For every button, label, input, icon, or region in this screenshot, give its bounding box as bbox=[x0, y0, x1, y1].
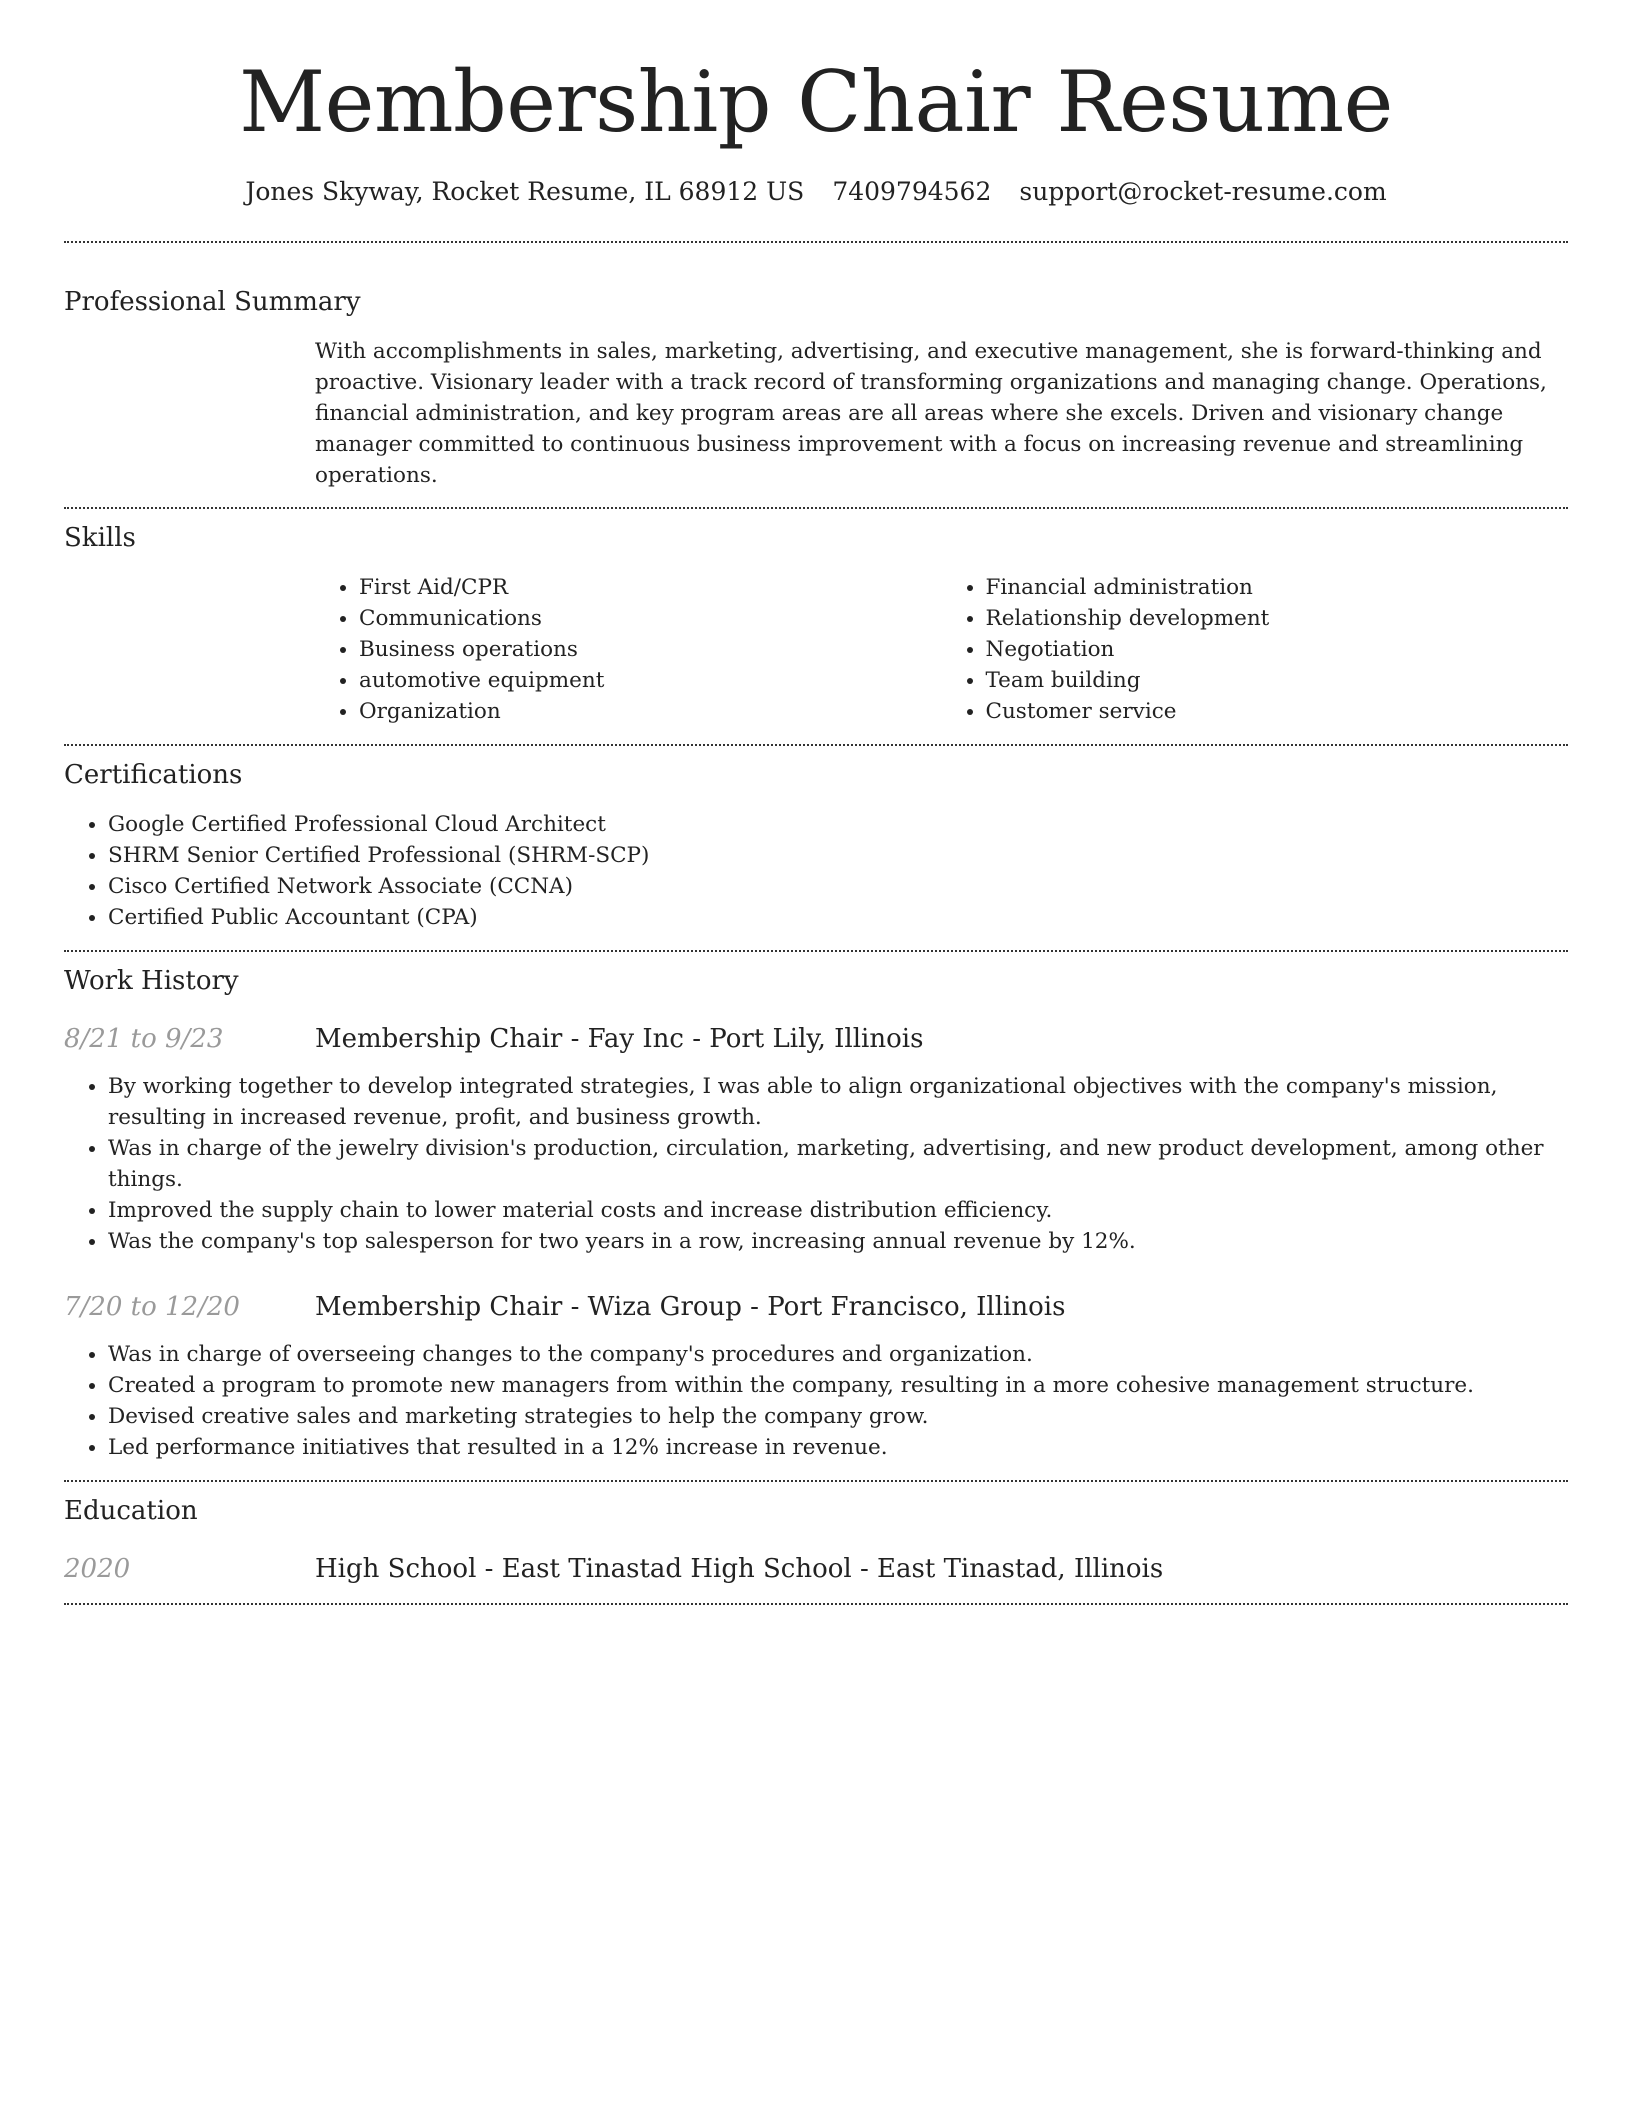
job-entry bbox=[64, 1022, 1568, 1257]
job-entry bbox=[64, 1290, 1568, 1463]
skill-item: • Communications bbox=[359, 603, 942, 634]
skill-item: • Team building bbox=[986, 665, 1569, 696]
skill-item: • Customer service bbox=[986, 696, 1569, 727]
job-bullet: • Improved the supply chain to lower material costs and increase distribution efficiency. bbox=[108, 1195, 1568, 1226]
job-bullet: • Created a program to promote new managers from within the company, resulting in a more cohesive management structure. bbox=[108, 1370, 1568, 1401]
resume-page bbox=[64, 0, 1568, 1605]
certification-item: • SHRM Senior Certified Professional (SHRM-SCP) bbox=[108, 840, 1568, 871]
education-title: High School - East Tinastad High School - East Tinastad, Illinois bbox=[315, 1554, 1164, 1584]
education-year: 2020 bbox=[64, 1554, 131, 1584]
job-dates: 8/21 to 9/23 bbox=[64, 1024, 224, 1054]
section-title-skills: Skills bbox=[64, 523, 136, 553]
certifications-list bbox=[64, 809, 1568, 933]
certification-item: • Certified Public Accountant (CPA) bbox=[108, 902, 1568, 933]
certifications-section bbox=[64, 746, 1568, 933]
contact-line bbox=[64, 176, 1568, 208]
summary-text: With accomplishments in sales, marketing, advertising, and executive management, she is forward-thinking and proactive. Visionary leader with a track record of transforming organizations and managing change. Operations, financial administration, and key program areas are all areas where she excels. Driven and visionary change manager committed to continuous business improvement with a focus on increasing revenue and streamlining operations. bbox=[315, 339, 1547, 488]
section-title-work-history: Work History bbox=[64, 966, 239, 996]
job-header bbox=[64, 1022, 1568, 1056]
section-title-summary: Professional Summary bbox=[64, 287, 361, 317]
education-entry bbox=[64, 1552, 1568, 1586]
skill-item: • First Aid/CPR bbox=[359, 572, 942, 603]
skill-item: • Organization bbox=[359, 696, 942, 727]
section-title-education: Education bbox=[64, 1496, 198, 1526]
job-bullet: • Devised creative sales and marketing strategies to help the company grow. bbox=[108, 1401, 1568, 1432]
education-section bbox=[64, 1482, 1568, 1586]
job-bullets bbox=[64, 1071, 1568, 1257]
job-bullets bbox=[64, 1339, 1568, 1463]
section-title-certifications: Certifications bbox=[64, 760, 243, 790]
job-bullet: • By working together to develop integrated strategies, I was able to align organizational objectives with the company's mission, resulting in increased revenue, profit, and business growth. bbox=[108, 1071, 1568, 1133]
job-title: Membership Chair - Wiza Group - Port Francisco, Illinois bbox=[315, 1292, 1066, 1322]
skills-column-left bbox=[315, 572, 942, 727]
summary-section bbox=[64, 243, 1568, 491]
job-bullet: • Was in charge of overseeing changes to the company's procedures and organization. bbox=[108, 1339, 1568, 1370]
skill-item: • Financial administration bbox=[986, 572, 1569, 603]
certification-item: • Google Certified Professional Cloud Architect bbox=[108, 809, 1568, 840]
certification-item: • Cisco Certified Network Associate (CCNA) bbox=[108, 871, 1568, 902]
skills-list bbox=[315, 572, 1568, 727]
contact-email: support@rocket-resume.com bbox=[1019, 177, 1387, 206]
skill-item: • Business operations bbox=[359, 634, 942, 665]
skills-column-right bbox=[942, 572, 1569, 727]
work-history-section bbox=[64, 952, 1568, 1463]
contact-address: Jones Skyway, Rocket Resume, IL 68912 US bbox=[245, 177, 805, 206]
job-bullet: • Was the company's top salesperson for two years in a row, increasing annual revenue by 12%. bbox=[108, 1226, 1568, 1257]
skill-item: • automotive equipment bbox=[359, 665, 942, 696]
job-bullet: • Was in charge of the jewelry division's production, circulation, marketing, advertising, and new product development, among other things. bbox=[108, 1133, 1568, 1195]
job-title: Membership Chair - Fay Inc - Port Lily, Illinois bbox=[315, 1024, 924, 1054]
resume-title: Membership Chair Resume bbox=[239, 53, 1393, 151]
divider bbox=[64, 1603, 1568, 1605]
skill-item: • Relationship development bbox=[986, 603, 1569, 634]
contact-phone: 7409794562 bbox=[832, 177, 992, 206]
job-header bbox=[64, 1290, 1568, 1324]
job-dates: 7/20 to 12/20 bbox=[64, 1292, 240, 1322]
skill-item: • Negotiation bbox=[986, 634, 1569, 665]
job-bullet: • Led performance initiatives that resulted in a 12% increase in revenue. bbox=[108, 1432, 1568, 1463]
skills-section bbox=[64, 509, 1568, 727]
